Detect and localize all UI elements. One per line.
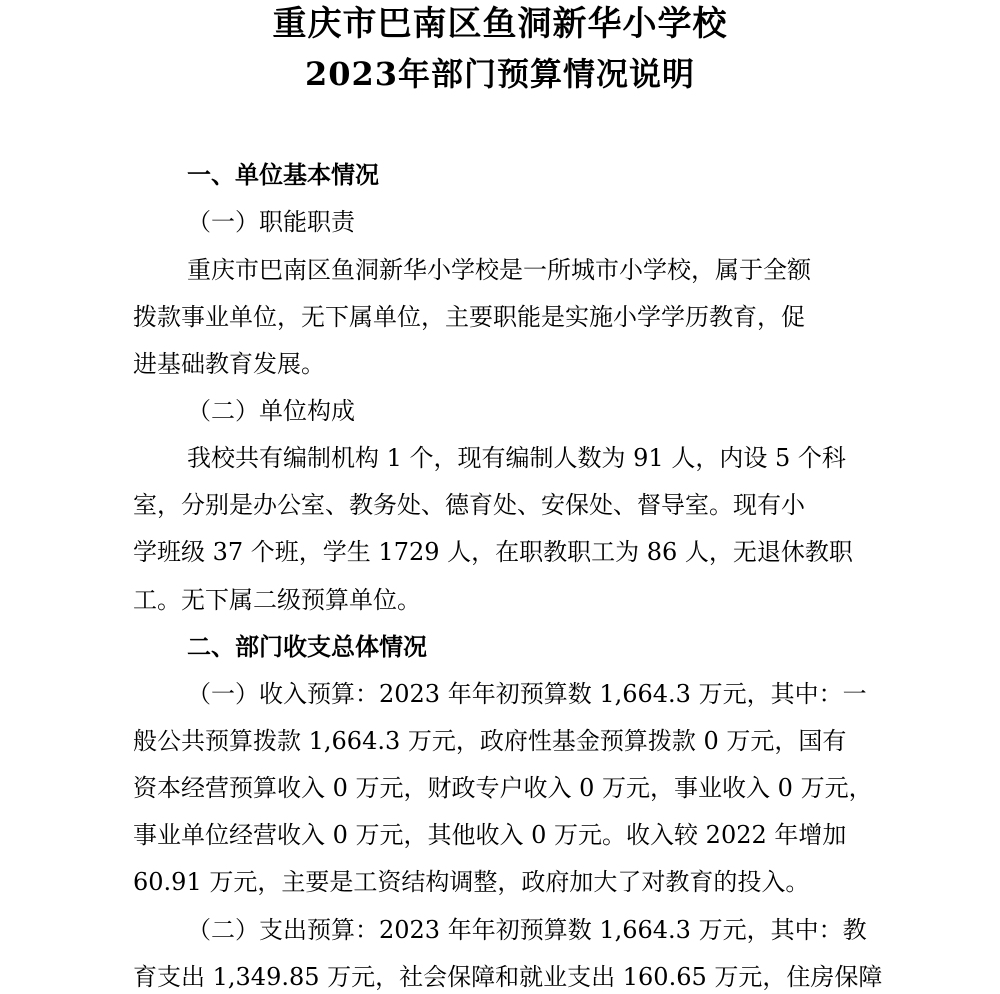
para2-line1: 我校共有编制机构 1 个，现有编制人数为 91 人，内设 5 个科 — [187, 444, 846, 472]
para2-line2: 室，分别是办公室、教务处、德育处、安保处、督导室。现有小 — [133, 491, 805, 519]
para4-line1: （二）支出预算：2023 年年初预算数 1,664.3 万元，其中：教 — [187, 916, 867, 944]
section2-heading: 二、部门收支总体情况 — [187, 632, 427, 661]
para1-line2: 拨款事业单位，无下属单位，主要职能是实施小学学历教育，促 — [133, 303, 805, 331]
sub2-heading: （二）单位构成 — [187, 397, 355, 425]
document-title-line1: 重庆市巴南区鱼洞新华小学校 — [272, 4, 728, 44]
sub1-heading: （一）职能职责 — [187, 208, 355, 236]
para3-line5: 60.91 万元，主要是工资结构调整，政府加大了对教育的投入。 — [133, 868, 810, 896]
section1-heading: 一、单位基本情况 — [187, 160, 379, 189]
para2-line3: 学班级 37 个班，学生 1729 人，在职教职工为 86 人，无退休教职 — [133, 538, 853, 566]
para3-line1: （一）收入预算：2023 年年初预算数 1,664.3 万元，其中：一 — [187, 680, 867, 708]
document-title-line2: 2023年部门预算情况说明 — [304, 55, 696, 93]
para4-line2: 育支出 1,349.85 万元，社会保障和就业支出 160.65 万元，住房保障 — [133, 963, 883, 991]
para3-line4: 事业单位经营收入 0 万元，其他收入 0 万元。收入较 2022 年增加 — [133, 821, 847, 849]
para3-line2: 般公共预算拨款 1,664.3 万元，政府性基金预算拨款 0 万元，国有 — [133, 727, 847, 755]
para1-line1: 重庆市巴南区鱼洞新华小学校是一所城市小学校，属于全额 — [187, 256, 811, 284]
para2-line4: 工。无下属二级预算单位。 — [133, 586, 421, 614]
para1-line3: 进基础教育发展。 — [133, 350, 325, 378]
para3-line3: 资本经营预算收入 0 万元，财政专户收入 0 万元，事业收入 0 万元， — [133, 774, 873, 802]
